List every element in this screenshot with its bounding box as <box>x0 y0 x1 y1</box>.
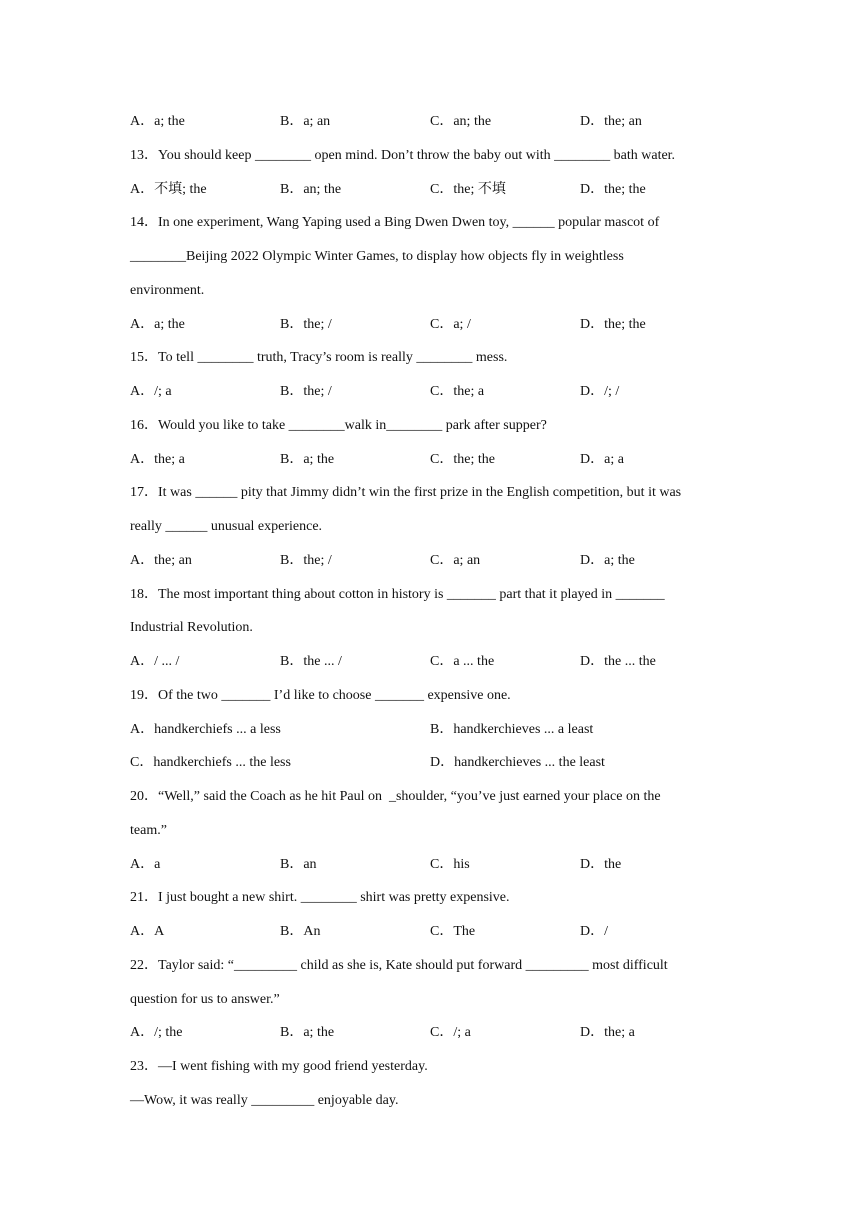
answer-option: A．不填; the <box>130 182 207 197</box>
question-text-line: 23．—I went fishing with my good friend yesterday. <box>130 1059 428 1074</box>
question-text-line: 14．In one experiment, Wang Yaping used a Bing Dwen Dwen toy, ______ popular mascot of <box>130 215 660 230</box>
answer-option: C．/; a <box>430 1025 471 1040</box>
answer-option: B．a; the <box>280 1025 335 1040</box>
answer-option: A．a <box>130 857 161 872</box>
question-text-line: 20．“Well,” said the Coach as he hit Paul on _shoulder, “you’ve just earned your place on the <box>130 789 661 804</box>
answer-option: A．a; the <box>130 317 185 332</box>
question-text-line: 13．You should keep ________ open mind. Don’t throw the baby out with ________ bath water. <box>130 148 676 163</box>
answer-option: B．an <box>280 857 317 872</box>
answer-option: D．the ... the <box>580 654 656 669</box>
question-text-line: Industrial Revolution. <box>130 620 253 635</box>
answer-options-row <box>130 113 750 131</box>
answer-options-row <box>130 653 750 671</box>
answer-option: B．An <box>280 924 321 939</box>
answer-option: D．/; / <box>580 384 620 399</box>
answer-option: B．the ... / <box>280 654 342 669</box>
answer-option: A．/; the <box>130 1025 183 1040</box>
answer-option: C．handkerchiefs ... the less <box>130 755 291 770</box>
answer-option: C．the; a <box>430 384 485 399</box>
answer-option: C．an; the <box>430 114 492 129</box>
question-text-line: 21．I just bought a new shirt. ________ shirt was pretty expensive. <box>130 890 510 905</box>
question-text-line: 18．The most important thing about cotton in history is _______ part that it played in _______ <box>130 587 665 602</box>
question-text-line: 17．It was ______ pity that Jimmy didn’t win the first prize in the English competition, but it was <box>130 485 682 500</box>
answer-option: A．the; an <box>130 553 192 568</box>
answer-option: B．an; the <box>280 182 342 197</box>
answer-option: C．a ... the <box>430 654 495 669</box>
answer-option: B．handkerchieves ... a least <box>430 722 594 737</box>
answer-options-row <box>130 1024 750 1042</box>
answer-options-row <box>130 856 750 874</box>
answer-option: B．the; / <box>280 317 332 332</box>
answer-option: B．a; the <box>280 452 335 467</box>
answer-options-row <box>130 754 750 772</box>
answer-option: C．a; / <box>430 317 471 332</box>
answer-options-row <box>130 181 750 199</box>
question-text-line: really ______ unusual experience. <box>130 519 323 534</box>
question-text-line: ________Beijing 2022 Olympic Winter Games, to display how objects fly in weightless <box>130 249 624 264</box>
answer-option: C．the; the <box>430 452 495 467</box>
answer-options-row <box>130 923 750 941</box>
answer-option: A．handkerchiefs ... a less <box>130 722 281 737</box>
question-text-line: 16．Would you like to take ________walk in________ park after supper? <box>130 418 547 433</box>
answer-option: C．the; 不填 <box>430 182 506 197</box>
answer-option: A．/ ... / <box>130 654 180 669</box>
answer-option: A．/; a <box>130 384 172 399</box>
answer-options-row <box>130 383 750 401</box>
answer-option: D．/ <box>580 924 608 939</box>
answer-option: C．his <box>430 857 470 872</box>
question-text-line: 22．Taylor said: “_________ child as she is, Kate should put forward _________ most difficult <box>130 958 668 973</box>
answer-option: D．the; a <box>580 1025 635 1040</box>
answer-option: B．the; / <box>280 384 332 399</box>
question-text-line: —Wow, it was really _________ enjoyable day. <box>130 1093 399 1108</box>
question-text-line: 19．Of the two _______ I’d like to choose _______ expensive one. <box>130 688 511 703</box>
answer-option: D．a; a <box>580 452 624 467</box>
answer-options-row <box>130 451 750 469</box>
question-text-line: team.” <box>130 823 167 838</box>
answer-option: D．the; the <box>580 317 646 332</box>
question-text-line: 15．To tell ________ truth, Tracy’s room is really ________ mess. <box>130 350 508 365</box>
answer-options-row <box>130 721 750 739</box>
answer-option: C．The <box>430 924 476 939</box>
question-text-line: environment. <box>130 283 205 298</box>
answer-options-row <box>130 316 750 334</box>
answer-options-row <box>130 552 750 570</box>
answer-option: D．a; the <box>580 553 635 568</box>
question-text-line: question for us to answer.” <box>130 992 280 1007</box>
answer-option: B．a; an <box>280 114 331 129</box>
answer-option: A．a; the <box>130 114 185 129</box>
answer-option: D．the <box>580 857 622 872</box>
answer-option: B．the; / <box>280 553 332 568</box>
answer-option: A．A <box>130 924 165 939</box>
answer-option: A．the; a <box>130 452 185 467</box>
answer-option: C．a; an <box>430 553 481 568</box>
answer-option: D．handkerchieves ... the least <box>430 755 605 770</box>
answer-option: D．the; the <box>580 182 646 197</box>
answer-option: D．the; an <box>580 114 642 129</box>
